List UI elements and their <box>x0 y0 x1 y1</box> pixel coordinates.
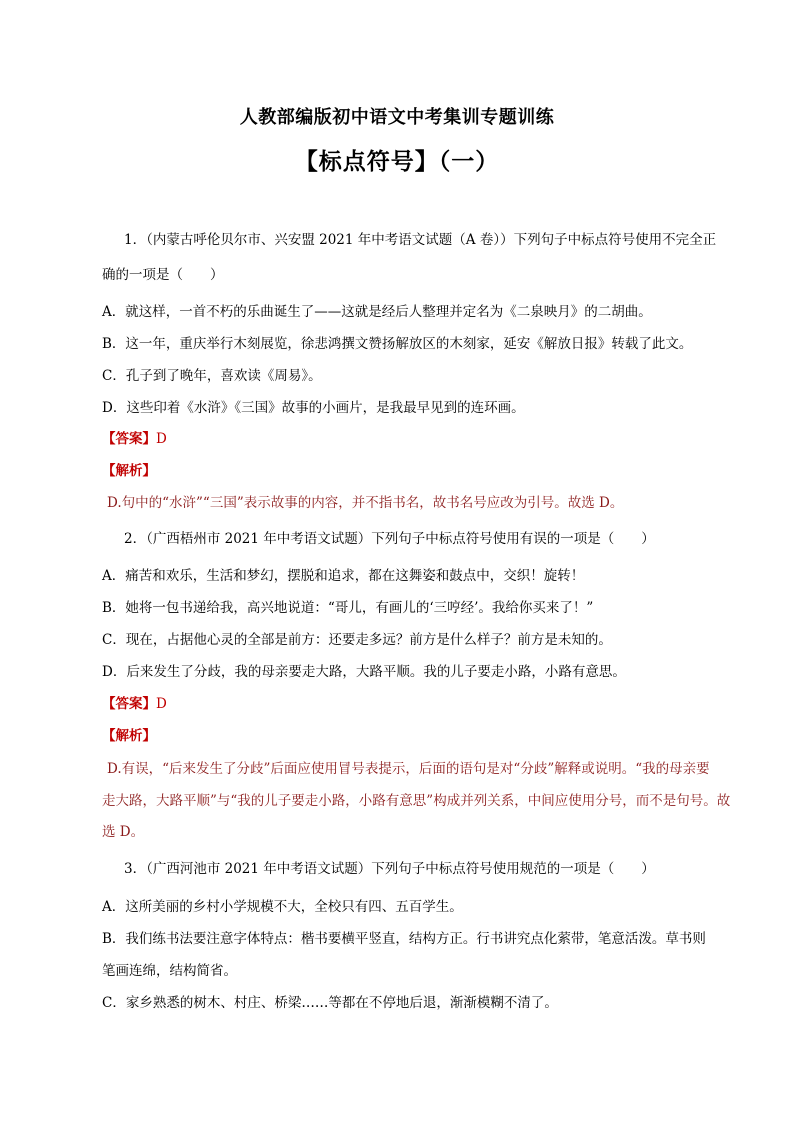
question-2-answer <box>102 695 724 713</box>
question-2-option-d: D．后来发生了分歧，我的母亲要走大路，大路平顺。我的儿子要走小路，小路有意思。 <box>102 664 626 680</box>
question-2-analysis-text-1: D.有误，“后来发生了分歧”后面应使用冒号表提示，后面的语句是对“分歧”解释或说明。“我的母亲要 <box>107 761 710 777</box>
answer-value: D <box>156 431 167 447</box>
answer-value: D <box>156 696 167 712</box>
analysis-label: 【解析】 <box>102 463 156 479</box>
question-2-analysis-text-3: 选 D。 <box>102 824 145 840</box>
question-2-stem: 2．（广西梧州市 2021 年中考语文试题）下列句子中标点符号使用有误的一项是（ ） <box>124 531 655 547</box>
question-1-option-c: C．孔子到了晚年，喜欢读《周易》。 <box>102 368 322 384</box>
question-2-analysis-text-2: 走大路，大路平顺”与“我的儿子要走小路，小路有意思”构成并列关系，中间应使用分号，而不是句号。故 <box>102 793 731 809</box>
answer-label: 【答案】 <box>102 431 156 447</box>
analysis-label: 【解析】 <box>102 728 156 744</box>
question-1-analysis-label <box>102 462 724 480</box>
question-2-option-c: C．现在，占据他心灵的全部是前方：还要走多远？前方是什么样子？前方是未知的。 <box>102 632 612 648</box>
question-2-analysis-label <box>102 727 724 745</box>
question-1-answer <box>102 430 724 448</box>
question-1-analysis-text: D.句中的“水浒”“三国”表示故事的内容，并不指书名，故书名号应改为引号。故选 D。 <box>107 495 624 511</box>
question-1-option-a: A．就这样，一首不朽的乐曲诞生了——这就是经后人整理并定名为《二泉映月》的二胡曲。 <box>102 304 652 320</box>
question-2-option-a: A．痛苦和欢乐，生活和梦幻，摆脱和追求，都在这舞姿和鼓点中，交织！旋转！ <box>102 568 585 584</box>
document-subtitle: 【标点符号】（一） <box>294 148 500 175</box>
question-1-stem: 1．（内蒙古呼伦贝尔市、兴安盟 2021 年中考语文试题（A 卷））下列句子中标点符号使用不完全正 <box>124 232 717 248</box>
question-3-stem: 3．（广西河池市 2021 年中考语文试题）下列句子中标点符号使用规范的一项是（ ） <box>124 861 655 877</box>
question-3-option-a: A．这所美丽的乡村小学规模不大，全校只有四、五百学生。 <box>102 899 463 915</box>
question-3-option-b: B．我们练书法要注意字体特点：楷书要横平竖直，结构方正。行书讲究点化萦带，笔意活泼。草书则 <box>102 931 706 947</box>
question-1-option-d: D．这些印着《水浒》《三国》故事的小画片，是我最早见到的连环画。 <box>102 400 525 416</box>
document-title: 人教部编版初中语文中考集训专题训练 <box>239 107 555 128</box>
question-3-option-c: C．家乡熟悉的树木、村庄、桥梁……等都在不停地后退，渐渐模糊不清了。 <box>102 995 558 1011</box>
answer-label: 【答案】 <box>102 696 156 712</box>
question-2-option-b: B．她将一包书递给我，高兴地说道：“哥儿，有画儿的‘三哼经’。我给你买来了！” <box>102 600 594 616</box>
question-1-option-b: B．这一年，重庆举行木刻展览，徐悲鸿撰文赞扬解放区的木刻家，延安《解放日报》转载了此文。 <box>102 336 693 352</box>
question-1-stem-cont: 确的一项是（ ） <box>102 267 224 283</box>
question-3-option-b-cont: 笔画连绵，结构简省。 <box>102 963 237 979</box>
